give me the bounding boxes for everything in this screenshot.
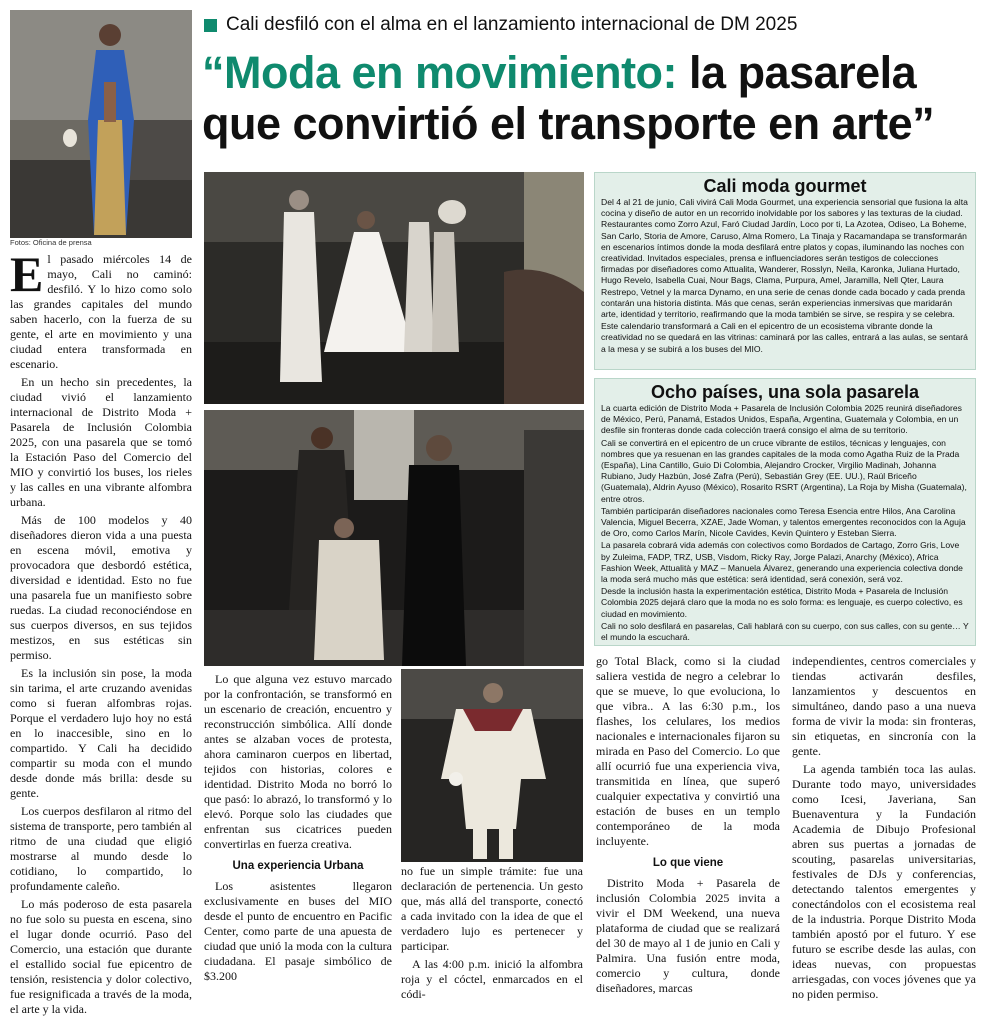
box-body: [595, 197, 975, 355]
box-body: [595, 403, 975, 643]
photo-credit: Fotos: Oficina de prensa: [10, 238, 92, 247]
subheading-urban-experience: Una experiencia Urbana: [232, 860, 364, 872]
paragraph: Cali se convertirá en el epicentro de un cruce vibrante de estilos, técnicas y lenguajes, con nombres que ya resuenan en las grandes capitales de la moda como Agatha Ruiz de la Prada (España), Lina Cantillo, Guio Di Colombia, Alejandro Crocker, Virgilio Madinah, Johanna Rubiano, Judy Hazbún, José Zafra (Perú), Sebastián Grey (EE. UU.), Raúl Briceño (Guatemala), Aldrin Ayuso (México), Rosarito RSRT (Argentina), La Roja by Misha (Guatemala), entre otros.: [601, 437, 967, 504]
kicker-text: Cali desfiló con el alma en el lanzamiento internacional de DM 2025: [226, 14, 798, 35]
paragraph: La agenda también toca las aulas. Durante todo mayo, universidades como Icesi, Javeriana, San Buenaventura y la Fundación Academia de Dibujo Profesional abren sus puertas a jornadas de scouting, pasarelas universitarias, festivales de DJs y conferencias, detectando talentos emergentes y conectándolos con el ecosistema real de la industria. Porque Distrito Moda también apostó por el futuro. Y ese futuro se escribe desde las aulas, con ideas nuevas, con propuestas arriesgadas, con voces jóvenes que ya no piden permiso.: [792, 762, 976, 1001]
paragraph: Lo más poderoso de esta pasarela no fue solo su puesta en escena, sino el lugar donde ocurrió. Paso del Comercio, una estación que durante el estallido social fue epicentro de tensión, resistencia y dolor colectivo, fue resignificada a través de la moda, el arte y la vida.: [10, 897, 192, 1016]
headline-line2: que convirtió el transporte en arte”: [202, 98, 935, 149]
paragraph: Más de 100 modelos y 40 diseñadores dieron vida a una puesta en escena móvil, emotiva y provocadora que desbordó estética, diversidad e identidad. Esto no fue una pasarela fue un manifiesto sobre ruedas. La ciudad reconociéndose en sus cuerpos diversos, en sus tejidos mestizos, en sus estéticas sin permiso.: [10, 513, 192, 662]
article-column-4: [596, 654, 780, 999]
article-column-5: [792, 654, 976, 1005]
paragraph: Del 4 al 21 de junio, Cali vivirá Cali Moda Gourmet, una experiencia sensorial que fusiona la alta cocina y diseño de autor en un recorrido inolvidable por los sabores y las texturas de la ciudad. Restaurantes como Zorro Azul, Faró Ciudad Jardín, Loco por ti, La Azotea, Odiseo, La Boheme, San Carlo, Storia de Amore, Caruso, Alma Romero, La Tinaja y Racamandapa se transformarán en escenarios íntimos donde la moda desfilará entre platos y copas, iluminando las noches con creatividad. Invitados especiales, prensa e influenciadores serán testigos de colecciones firmadas por diseñadores como Attualita, Wanderer, Rosslyn, Neila, Karonka, Juliana Hurtado, Hugo Revelo, Isabella Cuai, Nour Bags, Clama, Purpura, Amel, Jaramilla, Nell Qter, Laura Restrepo, Vetnel y la marca Dynamo, en una serie de cenas donde cada bocado y cada prenda contarán una historia distinta. Más que cenas, serán experiencias inmersivas que maridarán arte, identidad y territorio, reafirmando que la moda también se sirve, se respira y se celebra.: [601, 197, 968, 320]
paragraph: Desde la inclusión hasta la experimentación estética, Distrito Moda + Pasarela de Inclusión Colombia 2025 dejará claro que la moda no es solo forma: es lenguaje, es cuerpo colectivo, es ciudad en movimiento.: [601, 586, 963, 619]
paragraph-text: l pasado miércoles 14 de mayo, Cali no caminó: desfiló. Y lo hizo como solo las grandes capitales del mundo saben hacerlo, con la fuerza de su gente, el arte en movimiento y una ciudad entera transformada en escenario.: [10, 252, 192, 371]
kicker-square-icon: [204, 19, 217, 32]
article-column-1: [10, 246, 192, 1020]
headline-green: Moda en movimiento:: [224, 47, 678, 98]
headline: [202, 47, 982, 149]
article-column-3: [401, 864, 583, 1005]
sidebar-box-eight-countries: [594, 378, 976, 646]
box-title: Cali moda gourmet: [703, 176, 867, 196]
photo-runway-black: [204, 410, 584, 666]
paragraph: Cali no solo desfilará en pasarelas, Cali hablará con su cuerpo, con sus calles, con su gente… Y el mundo la escuchará.: [601, 620, 969, 643]
sidebar-box-gourmet: [594, 172, 976, 370]
paragraph: Es la inclusión sin pose, la moda sin tarima, el arte cruzando avenidas como si fueran alfombras rojas. Porque el verdadero lujo hoy no está en lo inaccesible, sino en lo compartido. Y Cali ha decidido compartir su moda con el mundo desde donde más brilla: desde su gente.: [10, 666, 192, 800]
paragraph: Este calendario transformará a Cali en el epicentro de un ecosistema vibrante donde la creatividad no se quedará en las vitrinas: caminará por las calles, entrará a las aulas, se sentará a la mesa y se subirá a los buses del MIO.: [601, 321, 968, 354]
paragraph: La pasarela cobrará vida además con colectivos como Bordados de Cartago, Zorro Gris, Love by Zuleima, FADP, TRZ, USB, Visdom, Ricky Ray, Jorge Palazi, Anarchy (México), Africa Fashion Week, Attualità y MAZ – Manuela Álvarez, generando una experiencia colectiva donde la moda será mucho más que estética: será identidad, será conexión, será voz.: [601, 540, 963, 585]
paragraph: [10, 246, 192, 372]
paragraph: Distrito Moda + Pasarela de inclusión Colombia 2025 invita a vivir el DM Weekend, una nueva plataforma de ciudad que se realizará del 30 de mayo al 1 de junio en Cali y Palmira. Una fusión entre moda, comercio y cultura, donde diseñadores, marcas: [596, 876, 780, 995]
paragraph: Los asistentes llegaron exclusivamente en buses del MIO desde el punto de encuentro en Pacific Center, como parte de una apuesta de ciudad que unió la moda con la cultura ciudadana. El pasaje simbólico de $3.200: [204, 879, 392, 983]
paragraph: A las 4:00 p.m. inició la alfombra roja y el cóctel, enmarcados en el códi-: [401, 957, 583, 1001]
paragraph: go Total Black, como si la ciudad saliera vestida de negro a celebrar lo que se mueve, lo que evoluciona, lo que vibra.. A las 6:30 p.m., los flashes, los celulares, los medios nacionales e internacionales fijaron su mirada en Paso del Comercio. Lo que allí ocurrió fue una experiencia viva, transmitida en línea, que superó cualquier expectativa y convirtió una estación de buses en un templo contemporáneo de la moda incluyente.: [596, 654, 780, 848]
box-title: Ocho países, una sola pasarela: [650, 382, 920, 402]
headline-rest: la pasarela: [677, 47, 917, 98]
paragraph: independientes, centros comerciales y tiendas activarán desfiles, lanzamientos y descuentos en simultáneo, dando paso a una nueva forma de vivir la moda: sin fronteras, sin etiquetas, en sincronía con la gente.: [792, 654, 976, 758]
kicker: [204, 10, 984, 40]
dropcap: E: [10, 246, 44, 302]
paragraph: Lo que alguna vez estuvo marcado por la confrontación, se transformó en un escenario de creación, encuentro y reconstrucción simbólica. Allí donde antes se alzaban voces de protesta, ahora caminaron cuerpos en libertad, tejidos con historias, colores e identidad. Distrito Moda no borró lo que pasó: lo abrazó, lo transformó y lo elevó. Porque solo las ciudades que enfrentan sus cicatrices pueden convertirlas en fuerza creativa.: [204, 672, 392, 851]
paragraph: La cuarta edición de Distrito Moda + Pasarela de Inclusión Colombia 2025 reunirá diseñadores de México, Perú, Panamá, Estados Unidos, España, Argentina, Guatemala y Colombia, en un desfile sin fronteras donde cada colección traerá consigo el alma de su territorio.: [601, 403, 962, 436]
article-column-2: [204, 672, 392, 987]
photo-runway-white: [204, 172, 584, 404]
photo-model-blue-dress: [10, 10, 192, 238]
subheading-what-comes: Lo que viene: [652, 857, 724, 869]
paragraph: En un hecho sin precedentes, la ciudad vivió el lanzamiento internacional de Distrito Moda + Pasarela de Inclusión Colombia 2025, con una pasarela que se tomó la Estación Paso del Comercio del MIO y convirtió los buses, los rieles y las calles en una vibrante alfombra urbana.: [10, 375, 192, 509]
paragraph: no fue un simple trámite: fue una declaración de pertenencia. Un gesto que, más allá del transporte, conectó a cada invitado con la idea de que el verdadero lujo es pertenecer y participar.: [401, 864, 583, 953]
paragraph: También participarán diseñadores nacionales como Teresa Esencia entre Hilos, Ana Carolina Valencia, Miguel Becerra, XZAE, Jade Woman, y talentos emergentes reconocidos con la Aguja de Oro, como Carlos Marín, Nicole Cavides, Kevin Quintero y Esteban Sierra.: [601, 505, 966, 539]
headline-quote-open: “: [202, 47, 224, 98]
paragraph: Los cuerpos desfilaron al ritmo del sistema de transporte, pero también al ritmo de una ciudad que eligió mostrarse al mundo desde lo cotidiano, lo compartido, lo profundamente caleño.: [10, 804, 192, 893]
photo-runway-cream: [401, 669, 583, 862]
